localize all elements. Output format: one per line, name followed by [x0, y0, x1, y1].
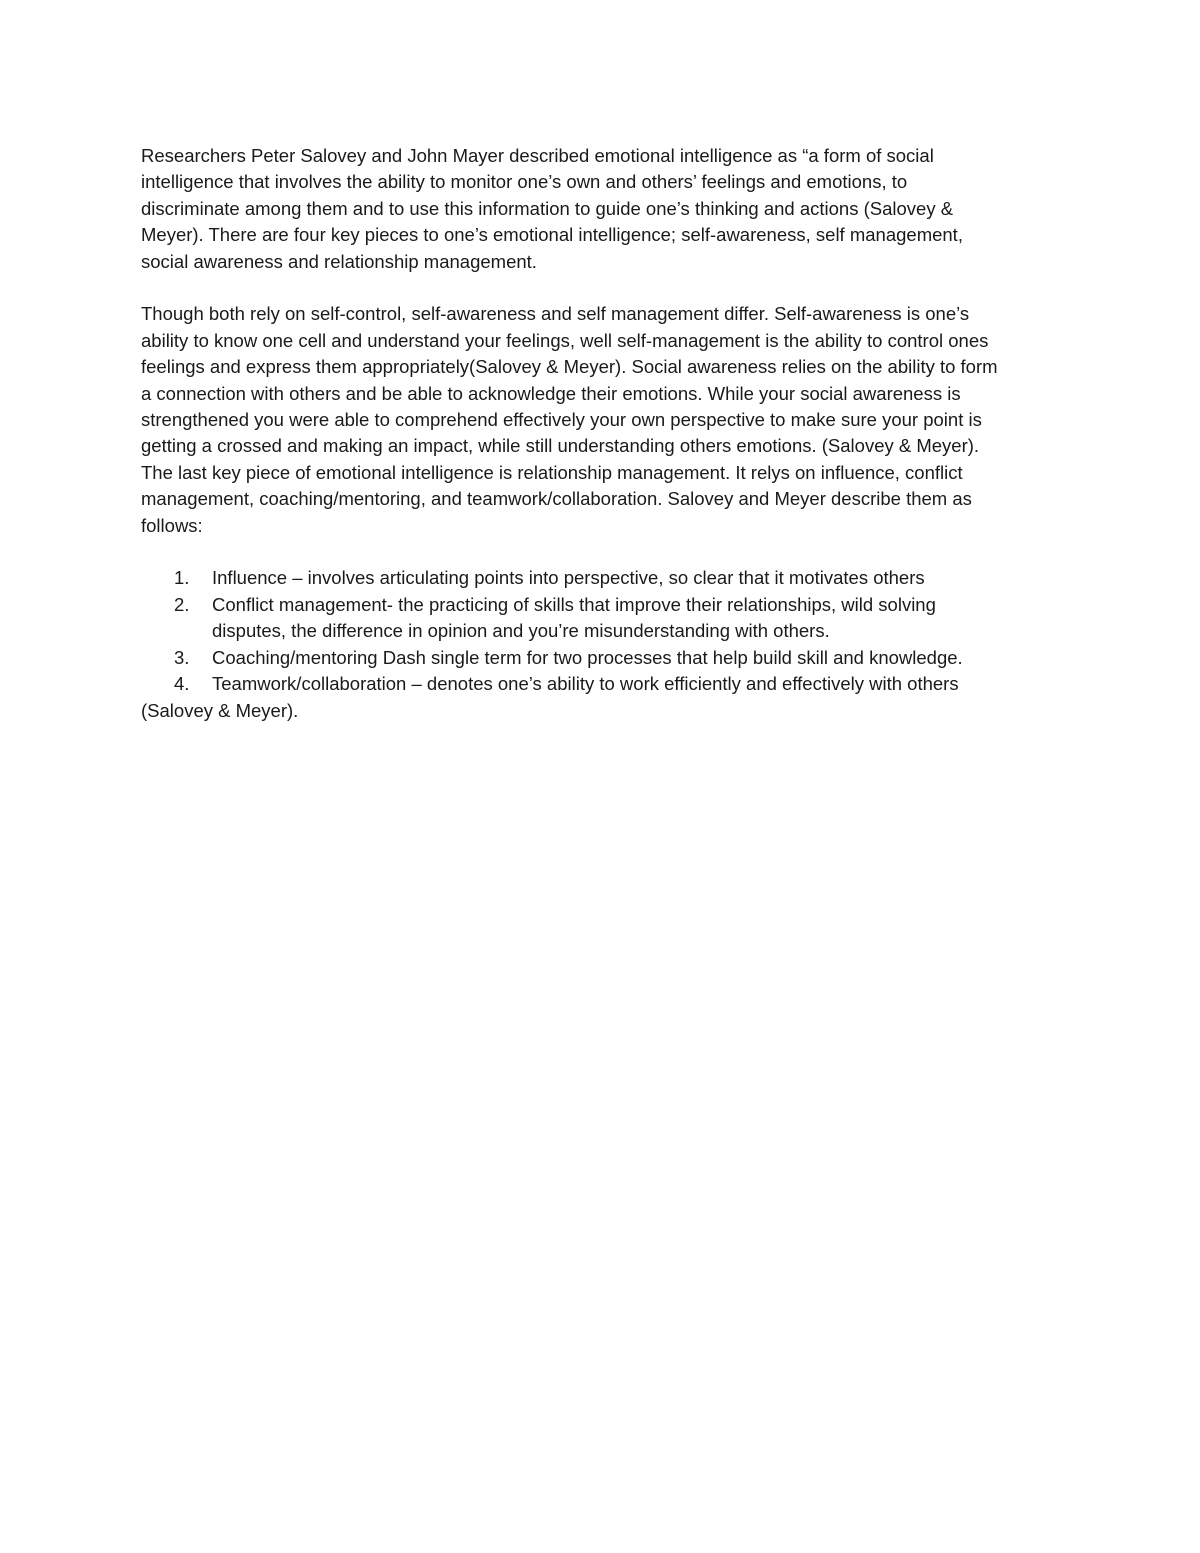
list-item [141, 645, 1061, 671]
text-line: a connection with others and be able to acknowledge their emotions. While your social awareness is [141, 382, 961, 404]
text-line: getting a crossed and making an impact, while still understanding others emotions. (Salovey & Meyer). [141, 435, 980, 457]
paragraph-spacer [141, 539, 1061, 565]
list-item [141, 565, 1061, 591]
list-item-text: Conflict management- the practicing of skills that improve their relationships, wild solving [212, 593, 936, 615]
text-line: strengthened you were able to comprehend effectively your own perspective to make sure your point is [141, 409, 982, 431]
text-line: Researchers Peter Salovey and John Mayer described emotional intelligence as “a form of social [141, 145, 934, 166]
list-item [141, 592, 1061, 645]
text-line: social awareness and relationship management. [141, 250, 537, 272]
list-item-text: (Salovey & Meyer). [141, 699, 299, 721]
list-item-number: 1. [174, 567, 190, 589]
document-body [141, 143, 1061, 724]
list-item-text: disputes, the difference in opinion and you’re misunderstanding with others. [212, 620, 830, 642]
list-item-text: Teamwork/collaboration – denotes one’s ability to work efficiently and effectively with others [212, 673, 959, 695]
paragraph-body [141, 301, 1061, 539]
paragraph-spacer [141, 275, 1061, 301]
list-item [141, 671, 1061, 724]
text-line: follows: [141, 514, 203, 536]
text-line: The last key piece of emotional intelligence is relationship management. It relys on influence, conflict [141, 461, 963, 483]
text-line: intelligence that involves the ability to monitor one’s own and others’ feelings and emotions, to [141, 171, 908, 193]
list-item-number: 2. [174, 593, 190, 615]
list-item-number: 3. [174, 646, 190, 668]
list-item-text: Influence – involves articulating points into perspective, so clear that it motivates others [212, 567, 925, 589]
text-line: feelings and express them appropriately(Salovey & Meyer). Social awareness relies on the ability to form [141, 356, 998, 378]
text-line: Though both rely on self-control, self-awareness and self management differ. Self-awareness is one’s [141, 303, 970, 325]
list-item-line [141, 671, 1061, 697]
text-line: Meyer). There are four key pieces to one’s emotional intelligence; self-awareness, self management, [141, 224, 963, 246]
text-line: discriminate among them and to use this information to guide one’s thinking and actions (Salovey & [141, 197, 954, 219]
list-item-text: Coaching/mentoring Dash single term for two processes that help build skill and knowledge. [212, 646, 963, 668]
paragraph-intro [141, 143, 1061, 275]
numbered-list [141, 565, 1061, 723]
list-item-number: 4. [174, 673, 190, 695]
text-line: management, coaching/mentoring, and teamwork/collaboration. Salovey and Meyer describe them as [141, 488, 972, 510]
text-line: ability to know one cell and understand your feelings, well self-management is the ability to control ones [141, 329, 989, 351]
